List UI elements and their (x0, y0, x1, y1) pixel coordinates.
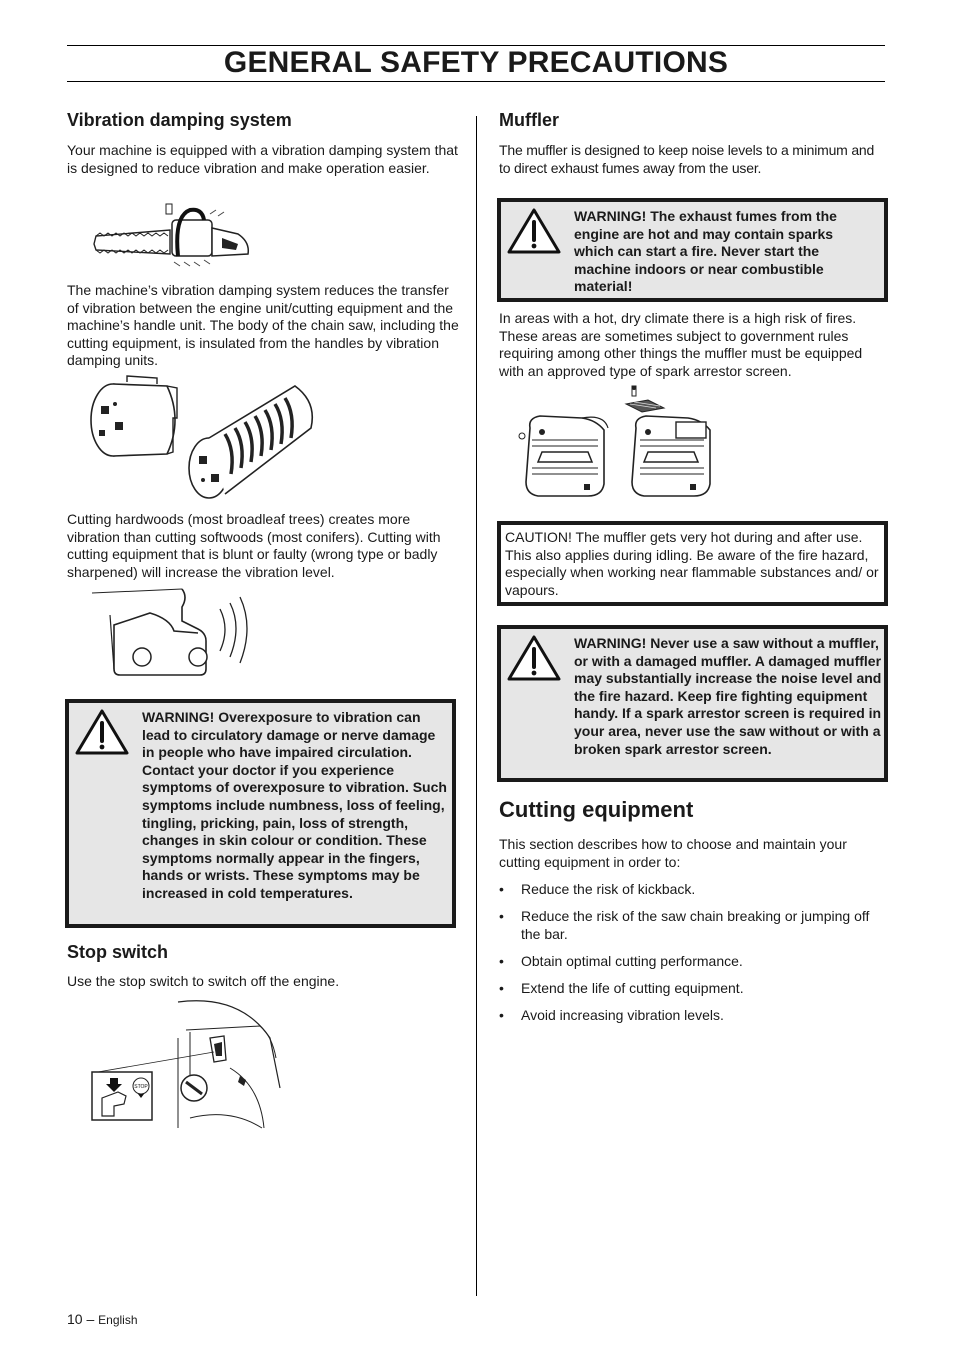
page-number: 10 – (67, 1311, 95, 1327)
muffler-heading: Muffler (499, 110, 559, 130)
cutting-intro: This section describes how to choose and maintain your cutting equipment in order to: (499, 836, 847, 870)
warning-triangle-icon (505, 633, 563, 683)
warning-triangle-icon (505, 206, 563, 256)
fire-areas-text: In areas with a hot, dry climate there is a high risk of fires. These areas are sometimes subject to government rules requiring among other things the muffler must be equipped with an approved type of spark arrestor screen. (499, 310, 863, 379)
footer-language: English (98, 1313, 138, 1327)
damping-elements-illustration (85, 372, 325, 502)
muffler-intro: The muffler is designed to keep noise levels to a minimum and to direct exhaust fumes away from the user. (499, 142, 875, 176)
list-item: • Obtain optimal cutting performance. (499, 952, 743, 969)
chain-link-illustration (90, 585, 260, 680)
column-divider (476, 116, 477, 1296)
page-footer (67, 1311, 138, 1327)
stop-switch-heading: Stop switch (67, 942, 169, 962)
stop-switch-text: Use the stop switch to switch off the engine. (67, 973, 340, 989)
muffler-illustration (518, 384, 723, 502)
muffler-caution-text: CAUTION! The muffler gets very hot during and after use. This also applies during idling. Be aware of the fire hazard, especially when working near flammable substances and/ or vapours. (505, 529, 879, 598)
chainsaw-illustration (90, 198, 255, 270)
muffler-caution-box (497, 521, 888, 606)
vibration-heading: Vibration damping system (67, 110, 292, 130)
vibration-intro: Your machine is equipped with a vibration damping system that is designed to reduce vibration and make operation easier. (67, 142, 458, 176)
list-item: • Reduce the risk of the saw chain breaking or jumping off the bar. (499, 908, 870, 942)
cutting-bullet-list (499, 881, 889, 1034)
list-item: • Avoid increasing vibration levels. (499, 1006, 724, 1023)
vibration-warning-box (65, 699, 456, 928)
list-item: • Reduce the risk of kickback. (499, 881, 696, 897)
vibration-warning-text: WARNING! Overexposure to vibration can lead to circulatory damage or nerve damage in people who have impaired circulation. Contact your doctor if you experience symptoms of overexposure to vibration. Such symptoms include numbness, loss of feeling, tingling, pricking, pain, loss of strength, changes in skin colour or condition. These symptoms normally appear in the fingers, hands or wrists. These symptoms may be increased in cold temperatures. (142, 709, 447, 901)
header-bottom-rule (67, 81, 885, 82)
stop-icon-label: STOP (134, 1084, 148, 1090)
stop-switch-illustration (90, 998, 282, 1133)
muffler-warning-text: WARNING! Never use a saw without a muffler, or with a damaged muffler. A damaged muffler may substantially increase the noise level and the fire hazard. Keep fire fighting equipment handy. If a spark arrestor screen is required in your area, never use the saw without or with a broken spark arrestor screen. (574, 635, 882, 757)
muffler-warning-box (497, 625, 888, 782)
hardwoods-text: Cutting hardwoods (most broadleaf trees) creates more vibration than cutting softwoods (most conifers). Cutting with cutting equipment that is blunt or faulty (wrong type or badly sharpened) will increase the vibration level. (67, 511, 441, 580)
page-title: GENERAL SAFETY PRECAUTIONS (223, 46, 729, 79)
vibration-body: The machine’s vibration damping system reduces the transfer of vibration between the engine unit/cutting equipment and the machine’s handle unit. The body of the chain saw, including the cutting equipment, is insulated from the handles by vibration damping units. (67, 282, 459, 368)
exhaust-warning-text: WARNING! The exhaust fumes from the engine are hot and may contain sparks which can start a fire. Never start the machine indoors or near combustible material! (574, 208, 837, 295)
list-item: • Extend the life of cutting equipment. (499, 979, 744, 996)
exhaust-warning-box (497, 198, 888, 302)
warning-triangle-icon (73, 707, 131, 757)
cutting-equipment-heading: Cutting equipment (499, 797, 694, 822)
